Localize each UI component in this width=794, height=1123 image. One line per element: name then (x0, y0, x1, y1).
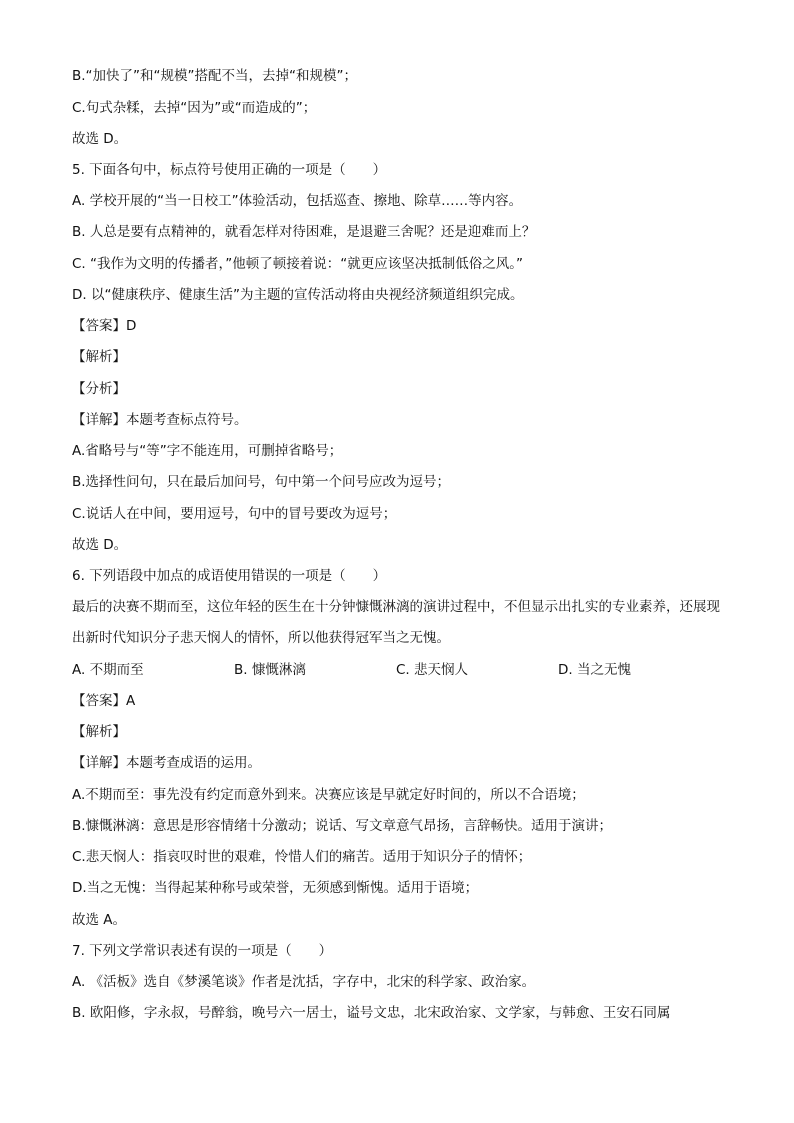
question-7-option-b: B. 欧阳修，字永叔，号醉翁，晚号六一居士，谥号文忠，北宋政治家、文学家，与韩愈、王安石同属 (72, 1005, 671, 1021)
question-5-option-d: D. 以“健康秩序、健康生活”为主题的宣传活动将由央视经济频道组织完成。 (72, 287, 524, 303)
question-5-fenxi-heading: 【分析】 (72, 381, 126, 397)
question-5-conclusion: 故选 D。 (72, 537, 128, 553)
question-6-conclusion: 故选 A。 (72, 912, 127, 928)
question-5-option-c: C. “我作为文明的传播者，”他顿了顿接着说：“就更应该坚决抵制低俗之风。” (72, 256, 523, 272)
question-6-stem: 6. 下列语段中加点的成语使用错误的一项是（ ） (72, 568, 387, 584)
question-5-stem: 5. 下面各句中，标点符号使用正确的一项是（ ） (72, 162, 387, 178)
question-6-option-d: D. 当之无愧 (558, 662, 631, 678)
question-5-detail-c: C.说话人在中间，要用逗号，句中的冒号要改为逗号； (72, 506, 397, 522)
question-5-detail: 【详解】本题考查标点符号。 (72, 412, 248, 428)
question-5-detail-a: A.省略号与“等”字不能连用，可删掉省略号； (72, 443, 343, 459)
question-6-passage: 最后的决赛不期而至，这位年轻的医生在十分钟慷慨淋漓的演讲过程中，不但显示出扎实的专业素养，还展现出新时代知识分子悲天悯人的情怀，所以他获得冠军当之无愧。 (72, 599, 720, 646)
answer-explanation-c: C.句式杂糅，去掉“因为”或“而造成的”； (72, 100, 317, 116)
question-5-answer: 【答案】D (72, 318, 137, 334)
question-5-detail-b: B.选择性问句，只在最后加问号，句中第一个问号应改为逗号； (72, 474, 451, 490)
question-7-stem: 7. 下列文学常识表述有误的一项是（ ） (72, 943, 333, 959)
question-7-option-a: A. 《活板》选自《梦溪笔谈》作者是沈括，字存中，北宋的科学家、政治家。 (72, 974, 536, 990)
question-5-option-a: A. 学校开展的“当一日校工”体验活动，包括巡查、擦地、除草……等内容。 (72, 193, 523, 209)
question-6-detail-a: A.不期而至：事先没有约定而意外到来。决赛应该是早就定好时间的，所以不合语境； (72, 787, 585, 803)
question-6-detail-d: D.当之无愧：当得起某种称号或荣誉，无须感到惭愧。适用于语境； (72, 880, 479, 896)
question-6-detail-b: B.慷慨淋漓：意思是形容情绪十分激动；说话、写文章意气昂扬，言辞畅快。适用于演讲； (72, 818, 613, 834)
question-6-answer: 【答案】A (72, 693, 136, 709)
question-6-detail: 【详解】本题考查成语的运用。 (72, 755, 261, 771)
question-5-analysis-heading: 【解析】 (72, 349, 126, 365)
question-6-option-c: C. 悲天悯人 (396, 662, 469, 678)
question-5-option-b: B. 人总是要有点精神的，就看怎样对待困难，是退避三舍呢？还是迎难而上？ (72, 224, 536, 240)
answer-explanation-b: B.“加快了”和“规模”搭配不当，去掉“和规模”； (72, 68, 358, 84)
question-6-detail-c: C.悲天悯人：指哀叹时世的艰难，怜惜人们的痛苦。适用于知识分子的情怀； (72, 849, 532, 865)
question-6-analysis-heading: 【解析】 (72, 724, 126, 740)
question-6-option-b: B. 慷慨淋漓 (234, 662, 306, 678)
answer-conclusion: 故选 D。 (72, 131, 128, 147)
question-6-option-a: A. 不期而至 (72, 662, 144, 678)
